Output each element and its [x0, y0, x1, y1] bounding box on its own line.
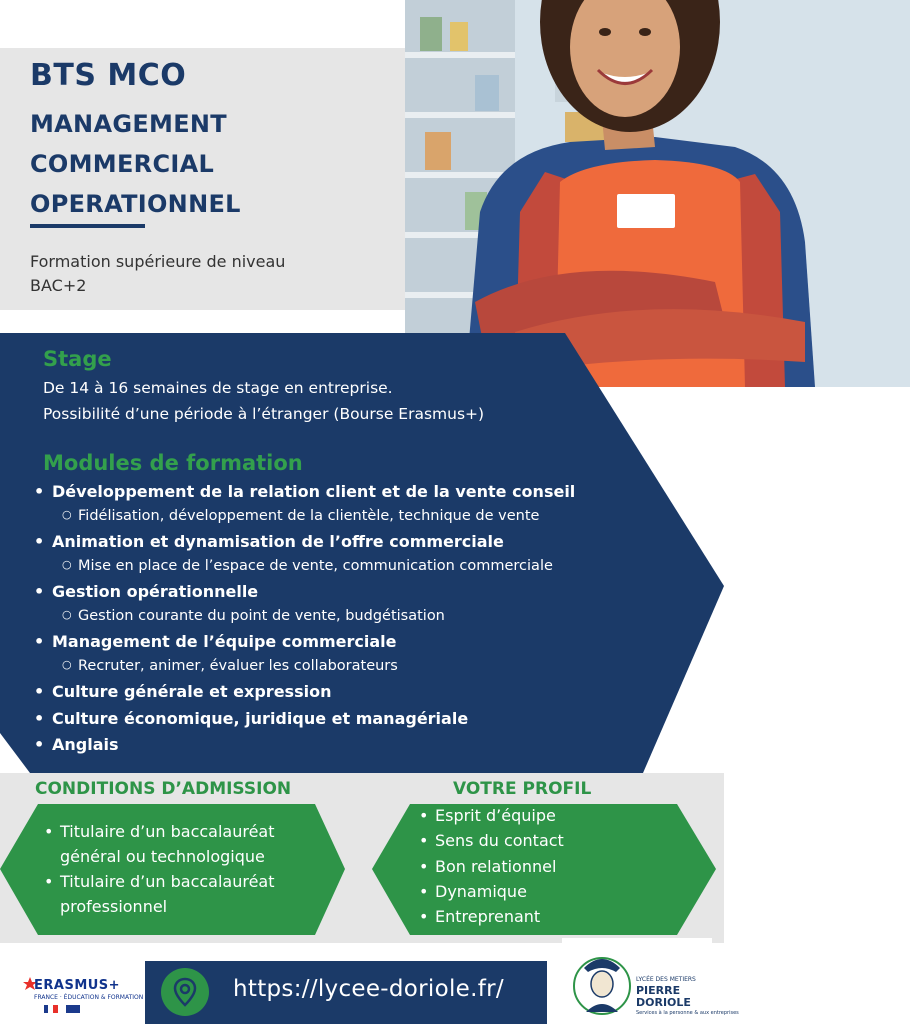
employee-photo — [405, 0, 910, 387]
modules-heading: Modules de formation — [43, 451, 303, 475]
bullet: • — [419, 806, 429, 825]
admission-heading: CONDITIONS D’ADMISSION — [35, 779, 292, 799]
module-label: Anglais — [52, 735, 119, 754]
main-panel — [0, 333, 724, 773]
title-line-management: MANAGEMENT — [30, 110, 227, 138]
module-sub-label: Recruter, animer, évaluer les collaborateurs — [78, 658, 398, 674]
bullet: • — [419, 831, 429, 850]
profile-text: Entreprenant — [435, 907, 541, 926]
stage-text: De 14 à 16 semaines de stage en entreprise. — [43, 379, 393, 397]
bullet: • — [34, 482, 45, 501]
profile-item — [419, 857, 556, 876]
admission-item-continuation — [60, 897, 167, 916]
stage-text: Possibilité d’une période à l’étranger (Bourse Erasmus+) — [43, 405, 485, 423]
module-label: Culture générale et expression — [52, 682, 332, 701]
subtitle-line: Formation supérieure de niveau — [30, 252, 286, 271]
sub-bullet: ○ — [62, 558, 72, 571]
profile-text: Sens du contact — [435, 831, 564, 850]
bullet: • — [34, 682, 45, 701]
module-item — [34, 735, 119, 754]
profile-text: Esprit d’équipe — [435, 806, 556, 825]
profile-heading: VOTRE PROFIL — [453, 779, 592, 799]
school-name: DORIOLE — [636, 996, 691, 1009]
admission-item-continuation — [60, 847, 265, 866]
profile-text: Bon relationnel — [435, 857, 557, 876]
title-line-commercial: COMMERCIAL — [30, 150, 215, 178]
admission-text: Titulaire d’un baccalauréat — [60, 872, 275, 891]
erasmus-subtext: FRANCE · ÉDUCATION & FORMATION — [34, 994, 144, 1001]
sub-bullet: ○ — [62, 508, 72, 521]
admission-item — [44, 872, 275, 891]
module-subitem — [62, 608, 445, 624]
school-portrait-icon — [562, 938, 634, 1024]
program-title: BTS MCO — [30, 58, 187, 93]
bullet: • — [44, 822, 54, 841]
module-label: Animation et dynamisation de l’offre commerciale — [52, 532, 504, 551]
admission-item — [44, 822, 275, 841]
subtitle — [30, 250, 350, 298]
module-sub-label: Mise en place de l’espace de vente, communication commerciale — [78, 558, 553, 574]
bullet: • — [34, 582, 45, 601]
bullet: • — [44, 872, 54, 891]
sub-bullet: ○ — [62, 658, 72, 671]
website-link[interactable]: https://lycee-doriole.fr/ — [233, 976, 504, 1002]
module-label: Gestion opérationnelle — [52, 582, 259, 601]
admission-text: général ou technologique — [60, 847, 265, 866]
title-underline — [30, 224, 145, 228]
bullet: • — [34, 709, 45, 728]
profile-item — [419, 882, 527, 901]
map-pin-icon — [161, 968, 209, 1016]
stage-heading: Stage — [43, 347, 112, 371]
module-item — [34, 532, 504, 551]
erasmus-wordmark: ERASMUS+ — [34, 978, 121, 993]
module-label: Culture économique, juridique et managériale — [52, 709, 469, 728]
bullet: • — [419, 857, 429, 876]
school-tagline: Services à la personne & aux entreprises — [636, 1010, 739, 1016]
module-sub-label: Fidélisation, développement de la clientèle, technique de vente — [78, 508, 540, 524]
bullet: • — [419, 907, 429, 926]
main-panel-shape — [0, 333, 724, 773]
sub-bullet: ○ — [62, 608, 72, 621]
profile-text: Dynamique — [435, 882, 527, 901]
title-line-operationnel: OPERATIONNEL — [30, 190, 241, 218]
admission-text: professionnel — [60, 897, 168, 916]
module-item — [34, 682, 331, 701]
school-name: PIERRE — [636, 984, 681, 997]
subtitle-line: BAC+2 — [30, 276, 87, 295]
admission-text: Titulaire d’un baccalauréat — [60, 822, 275, 841]
employee-photo-illustration — [405, 0, 910, 387]
module-item — [34, 709, 468, 728]
profile-item — [419, 831, 564, 850]
module-subitem — [62, 658, 398, 674]
module-subitem — [62, 508, 539, 524]
module-sub-label: Gestion courante du point de vente, budgétisation — [78, 608, 445, 624]
profile-item — [419, 907, 540, 926]
module-label: Management de l’équipe commerciale — [52, 632, 397, 651]
bullet: • — [419, 882, 429, 901]
school-label: LYCÉE DES METIERS — [636, 976, 696, 983]
map-pin-button[interactable] — [161, 968, 209, 1016]
module-label: Développement de la relation client et de la vente conseil — [52, 482, 576, 501]
module-item — [34, 482, 575, 501]
module-item — [34, 632, 397, 651]
bullet: • — [34, 532, 45, 551]
bullet: • — [34, 632, 45, 651]
module-item — [34, 582, 258, 601]
profile-item — [419, 806, 556, 825]
bullet: • — [34, 735, 45, 754]
module-subitem — [62, 558, 553, 574]
